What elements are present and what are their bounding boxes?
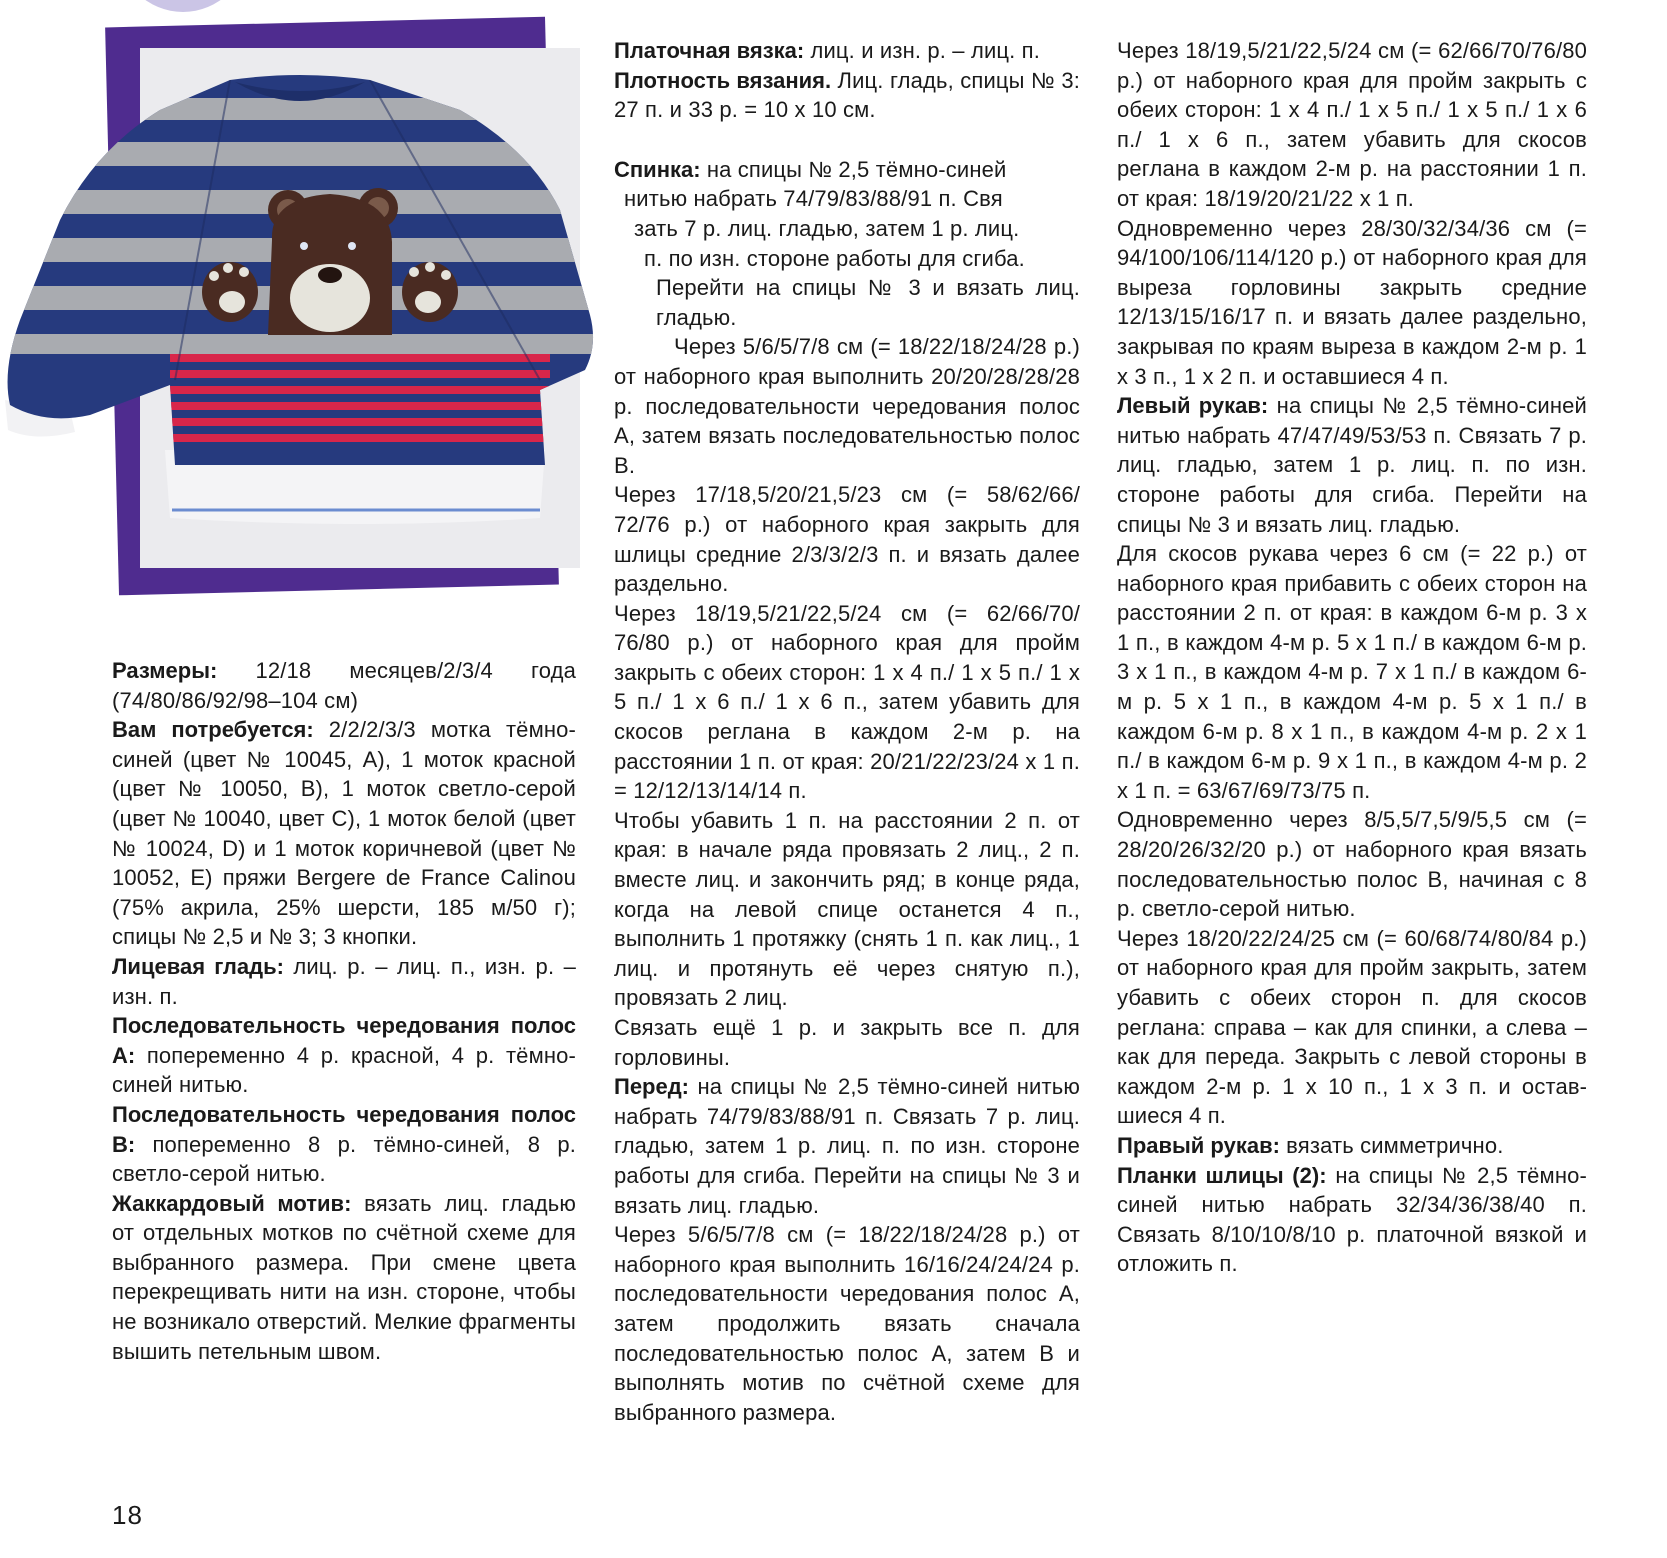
sleeve-increase-paragraph: Для скосов рукава через 6 см (= 22 р.) от наборного края прибавить с обеих сторон на расстоянии 2 п. от края: в каждом 6-м р. 3 х 1 п., в каждом 4-м р. 5 х 1 п./ в каждом 6-м р. 3 х 1 п., в каждом 4-м р. 7 х 1 п./ в каждом 6-м р. 5 х 1 п., в каждом 4-м р. 5 х 1 п./ в каждом 6-м р. 8 х 1 п., в каждом 4-м р. 2 х 1 п./ в каждом 6-м р. 9 х 1 п., в каждом 4-м р. 2 х 1 п. = 63/67/69/73/75 п. bbox=[1117, 541, 1587, 803]
back-line-5: Перейти на спицы № 3 и вязать лиц. гладью. bbox=[656, 275, 1080, 330]
sleeve-stripe-paragraph: Одновременно через 8/5,5/7,5/9/5,5 см (= 28/20/26/32/20 р.) от наборного края вязать последовательностью полос B, начиная с 8 р. светло-серой нитью. bbox=[1117, 807, 1587, 922]
placket-paragraph: Планки шлицы (2): на спицы № 2,5 тёмно-синей нитью набрать 32/34/36/38/40 п. Связать 8/10/10/8/10 р. платочной вязкой и отложить п. bbox=[1117, 1162, 1587, 1277]
left-sleeve-paragraph: Левый рукав: на спицы № 2,5 тёмно-синей нитью набрать 47/47/49/53/53 п. Связать 7 р. лиц. гладью, затем 1 р. лиц. п. по изн. стороне работы для сгиба. Перейти на спицы № 3 и вязать лиц. гладью. bbox=[1117, 393, 1587, 537]
stripe-seq-b-paragraph: Последовательность чередования полос B: попеременно 8 р. тёмно-синей, 8 р. светло-серой нитью. bbox=[112, 1101, 576, 1187]
back-paragraph-5: Связать ещё 1 р. и закрыть все п. для горловины. bbox=[614, 1015, 1080, 1070]
sweater-photo bbox=[0, 70, 640, 540]
density-paragraph: Плотность вязания. Лиц. гладь, спицы № 3: 27 п. и 33 р. = 10 х 10 см. bbox=[614, 67, 1080, 123]
column-3 bbox=[1117, 36, 1587, 1279]
front-paragraph: Перед: на спицы № 2,5 тёмно-синей нитью набрать 74/79/83/88/91 п. Связать 7 р. лиц. гладью, затем 1 р. лиц. п. по изн. стороне работы для сгиба. Перейти на спицы № 3 и вязать лиц. гладью. bbox=[614, 1074, 1080, 1218]
sleeve-armhole-paragraph: Через 18/20/22/24/25 см (= 60/68/74/80/84 р.) от наборного края для пройм закрыть, затем убавить с обеих сторон п. для скосов реглана: справа – как для спинки, а слева – как для переда. Закрыть с левой стороны в каждом 2-м р. 1 х 10 п., 1 х 3 п. и оставшиеся 4 п. bbox=[1117, 925, 1587, 1129]
front-paragraph-2: Через 5/6/5/7/8 см (= 18/22/18/24/28 р.) от наборного края выполнить 16/16/24/24/24 р. последовательности чередования полос A, затем продолжить вязать сначала последовательностью полос A, затем B и выполнять мотив по счётной схеме для выбранного размера. bbox=[614, 1222, 1080, 1425]
back-paragraph-1: Через 5/6/5/7/8 см (= 18/22/18/24/28 р.) от наборного края выполнить 20/20/28/28/28 р. последовательности чередования полос A, затем вязать последовательностью полос B. bbox=[614, 334, 1080, 478]
column-2 bbox=[614, 36, 1080, 1427]
right-sleeve-paragraph: Правый рукав: вязать симметрично. bbox=[1117, 1132, 1504, 1158]
back-paragraph-3: Через 18/19,5/21/22,5/24 см (= 62/66/70/ 76/80 р.) от наборного края для пройм закрыть с обеих сторон: 1 х 4 п./ 1 х 5 п./ 1 х 5 п./ 1 х 6 п./ 1 х 6 п., затем убавить для скосов реглана в каждом 2-м р. на расстоянии 1 п. от края: 20/21/22/23/24 х 1 п. = 12/12/13/14/14 п. bbox=[614, 600, 1080, 804]
stripe-seq-a-paragraph: Последовательность чередования полос A: попеременно 4 р. красной, 4 р. тёмно-синей нитью. bbox=[112, 1013, 576, 1098]
neckline-paragraph: Одновременно через 28/30/32/34/36 см (= 94/100/106/114/120 р.) от наборного края для выреза горловины закрыть средние 12/13/15/16/17 п. и вязать далее раздельно, закрывая по краям выреза в каждом 2-м р. 1 х 3 п., 1 х 2 п. и оставшиеся 4 п. bbox=[1117, 215, 1587, 389]
corner-decoration bbox=[118, 0, 248, 12]
garter-paragraph: Платочная вязка: лиц. и изн. р. – лиц. п. bbox=[614, 38, 1040, 63]
back-line-4: п. по изн. стороне работы для сгиба. bbox=[644, 245, 1025, 271]
armhole-paragraph: Через 18/19,5/21/22,5/24 см (= 62/66/70/76/80 р.) от наборного края для пройм закрыть с обеих сторон: 1 х 4 п./ 1 х 5 п./ 1 х 5 п./ 1 х 6 п./ 1 х 6 п., затем убавить для скосов реглана в каждом 2-м р. на расстоянии 1 п. от края: 18/19/20/21/22 х 1 п. bbox=[1117, 38, 1587, 211]
back-line-3: зать 7 р. лиц. гладью, затем 1 р. лиц. bbox=[634, 215, 1020, 241]
page-number: 18 bbox=[112, 1500, 143, 1530]
materials-paragraph: Вам потребуется: 2/2/2/3/3 мотка тёмно-синей (цвет № 10045, A), 1 моток красной (цвет № 10050, B), 1 моток светло-серой (цвет № 10040, цвет C), 1 моток белой (цвет № 10024, D) и 1 моток коричневой (цвет № 10052, E) пряжи Bergere de France Calinou (75% акрила, 25% шерсти, 185 м/50 г); спицы № 2,5 и № 3; 3 кнопки. bbox=[112, 717, 577, 950]
back-line-2: нитью набрать 74/79/83/88/91 п. Свя bbox=[624, 186, 1003, 212]
back-heading-line: Спинка: на спицы № 2,5 тёмно-синей bbox=[614, 156, 1007, 182]
back-paragraph-2: Через 17/18,5/20/21,5/23 см (= 58/62/66/ 72/76 р.) от наборного края закрыть для шлицы средние 2/3/3/2/3 п. и вязать далее раздельно. bbox=[614, 482, 1080, 597]
column-1 bbox=[112, 656, 576, 1366]
jacquard-paragraph: Жаккардовый мотив: вязать лиц. гладью от отдельных мотков по счётной схеме для выбранного размера. При смене цвета перекрещивать нити на изн. стороне, чтобы не возникало отверстий. Мелкие фрагменты вышить петельным швом. bbox=[112, 1190, 576, 1364]
back-paragraph-4: Чтобы убавить 1 п. на расстоянии 2 п. от края: в начале ряда провязать 2 лиц., 2 п. вместе лиц. и закончить ряд; в конце ряда, когда на левой спице останется 4 п., выполнить 1 протяжку (снять 1 п. как лиц., 1 лиц. и протянуть её через снятую п.), провязать 2 лиц. bbox=[614, 807, 1080, 1011]
sizes-paragraph: Размеры: 12/18 месяцев/2/3/4 года (74/80/86/92/98–104 см) bbox=[112, 658, 576, 713]
stockinette-paragraph: Лицевая гладь: лиц. р. – лиц. п., изн. р. – изн. п. bbox=[112, 953, 576, 1009]
